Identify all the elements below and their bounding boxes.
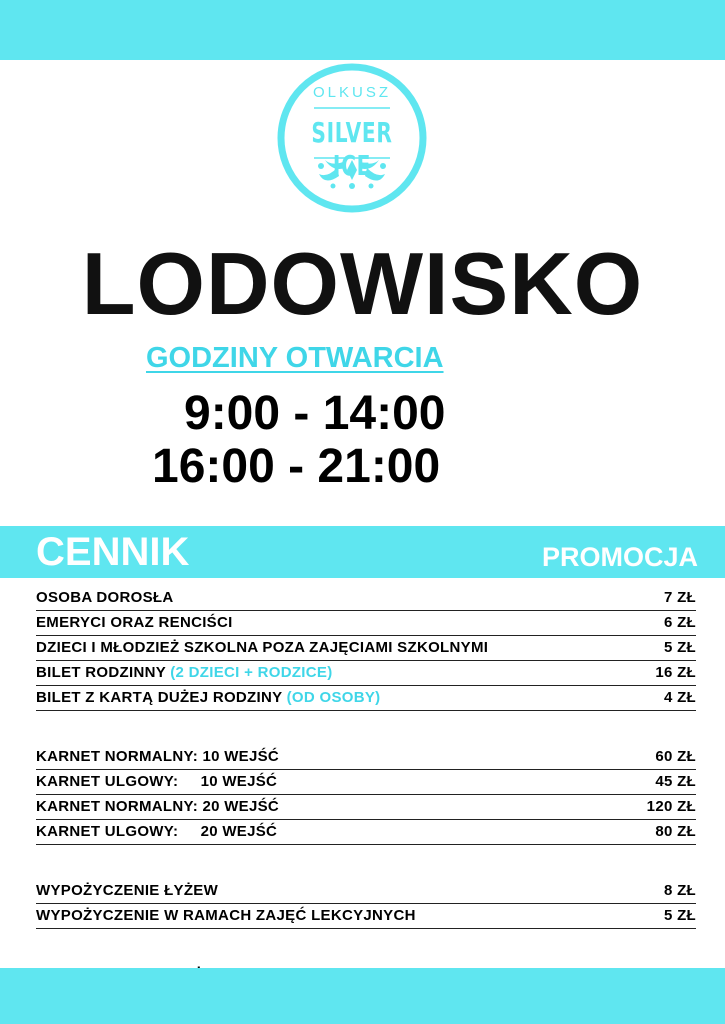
- price-item-name: KARNET ULGOWY: 20 WEJŚĆ: [36, 823, 278, 840]
- silver-ice-logo: [267, 62, 437, 214]
- price-value: 45 ZŁ: [655, 773, 696, 790]
- price-item-name: KARNET ULGOWY: 10 WEJŚĆ: [36, 773, 278, 790]
- top-band: [0, 0, 725, 60]
- price-item-label: [36, 637, 488, 659]
- price-item-name: KARNET NORMALNY: 10 WEJŚĆ: [36, 748, 280, 765]
- price-row: [36, 636, 696, 661]
- price-item-name: WYPOŻYCZENIE ŁYŻEW: [36, 882, 219, 899]
- logo-city: OLKUSZ: [312, 84, 391, 101]
- price-item-label: [36, 796, 279, 818]
- price-item-label: [36, 612, 233, 634]
- group-spacer: [36, 929, 696, 963]
- price-row: [36, 904, 696, 929]
- price-value: 7 ZŁ: [663, 589, 696, 606]
- promotion-label: PROMOCJA: [541, 542, 698, 572]
- price-value: 60 ZŁ: [655, 748, 696, 765]
- price-item-name: EMERYCI ORAZ RENCIŚCI: [36, 614, 233, 631]
- price-item-label: [36, 771, 277, 793]
- price-item-label: [36, 821, 277, 843]
- price-value: 80 ZŁ: [655, 823, 696, 840]
- price-item-name: DZIECI I MŁODZIEŻ SZKOLNA POZA ZAJĘCIAMI SZKOLNYMI: [36, 639, 489, 656]
- price-value: 8 ZŁ: [663, 882, 696, 899]
- price-item-label: [36, 905, 416, 927]
- price-value: 6 ZŁ: [663, 614, 696, 631]
- price-row: [36, 795, 696, 820]
- bottom-band: [0, 968, 725, 1024]
- price-row: [36, 879, 696, 904]
- price-value: 5 ZŁ: [663, 907, 696, 924]
- group-spacer: [36, 711, 696, 745]
- price-row: [36, 661, 696, 686]
- price-row: [36, 770, 696, 795]
- price-item-label: [36, 746, 279, 768]
- price-row: [36, 686, 696, 711]
- page-title: LODOWISKO: [81, 234, 644, 333]
- price-item-label: [36, 880, 218, 902]
- price-value: 5 ZŁ: [663, 639, 696, 656]
- price-item-note: (OD OSOBY): [286, 689, 381, 706]
- price-item-label: [36, 687, 380, 709]
- group-spacer: [36, 845, 696, 879]
- price-row: [36, 745, 696, 770]
- opening-hours-heading: GODZINY OTWARCIA: [146, 342, 444, 374]
- price-item-label: [36, 662, 333, 684]
- opening-hours-morning: 9:00 - 14:00: [184, 387, 446, 440]
- price-row: [36, 586, 696, 611]
- price-item-name: KARNET NORMALNY: 20 WEJŚĆ: [36, 798, 280, 815]
- price-item-name: BILET Z KARTĄ DUŻEJ RODZINY: [36, 689, 287, 706]
- price-item-note: (2 DZIECI + RODZICE): [170, 664, 333, 681]
- price-row: [36, 611, 696, 636]
- price-value: 120 ZŁ: [646, 798, 696, 815]
- price-value: 16 ZŁ: [655, 664, 696, 681]
- price-value: 4 ZŁ: [663, 689, 696, 706]
- price-item-name: WYPOŻYCZENIE W RAMACH ZAJĘĆ LEKCYJNYCH: [36, 907, 416, 924]
- price-row: [36, 820, 696, 845]
- opening-hours-evening: 16:00 - 21:00: [152, 440, 441, 493]
- price-list: [36, 586, 696, 988]
- price-item-label: [36, 587, 174, 609]
- price-item-name: OSOBA DOROSŁA: [36, 589, 174, 606]
- price-item-name: BILET RODZINNY: [36, 664, 171, 681]
- pricing-heading: CENNIK: [36, 530, 190, 574]
- logo-brand: SILVER ICE: [311, 116, 393, 182]
